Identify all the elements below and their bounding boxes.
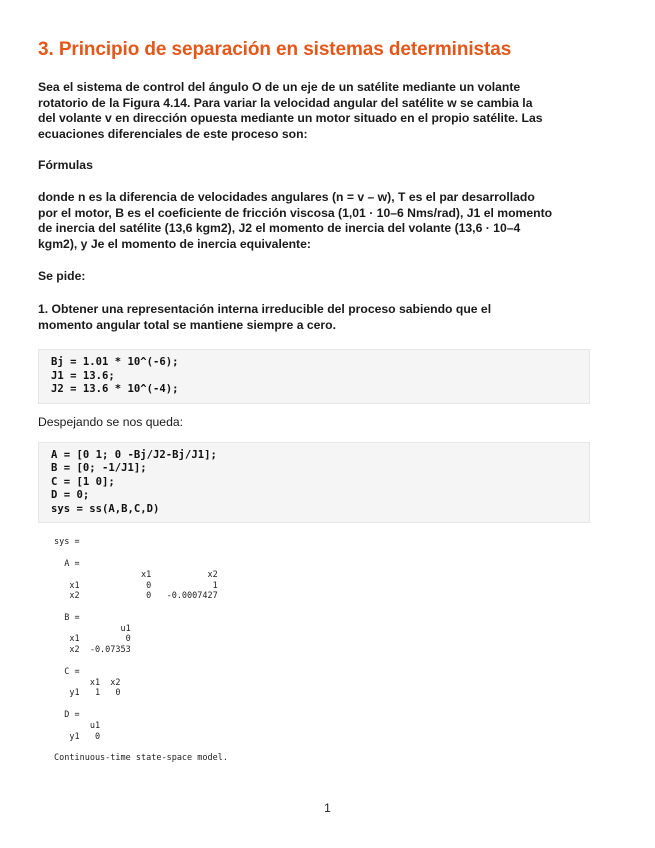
document-page: [38, 38, 594, 764]
page-number: 1: [324, 801, 331, 815]
intro-line: del volante v en dirección opuesta mediante un motor situado en el propio satélite. Las: [38, 111, 543, 126]
despejando-text: Despejando se nos queda:: [38, 414, 184, 429]
intro-line: rotatorio de la Figura 4.14. Para variar la velocidad angular del satélite w se cambia la: [38, 95, 533, 110]
section-title: 3. Principio de separación en sistemas deterministas: [38, 39, 512, 60]
se-pide-heading: Se pide:: [38, 269, 86, 284]
definitions-line: donde n es la diferencia de velocidades angulares (n = v – w), T es el par desarrollado: [38, 189, 535, 204]
intro-line: Sea el sistema de control del ángulo O de un eje de un satélite mediante un volante: [38, 80, 521, 94]
code-block-state-space: A = [0 1; 0 -Bj/J2-Bj/J1]; B = [0; -1/J1]; C = [1 0]; D = 0; sys = ss(A,B,C,D): [38, 442, 590, 524]
question-line: 1. Obtener una representación interna irreducible del proceso sabiendo que el: [38, 301, 492, 316]
intro-line: ecuaciones diferenciales de este proceso son:: [38, 126, 308, 141]
question-line: momento angular total se mantiene siempre a cero.: [38, 317, 337, 332]
definitions-line: kgm2), y Je el momento de inercia equivalente:: [38, 236, 311, 251]
code-block-parameters: Bj = 1.01 * 10^(-6); J1 = 13.6; J2 = 13.6 * 10^(-4);: [38, 349, 590, 404]
definitions-paragraph: [38, 190, 594, 252]
intro-paragraph: [38, 80, 594, 142]
definitions-line: por el motor, B es el coeficiente de fricción viscosa (1,01 · 10–6 Nms/rad), J1 el momento: [38, 205, 553, 220]
definitions-line: de inercia del satélite (13,6 kgm2), J2 el momento de inercia del volante (13,6 · 10–4: [38, 221, 521, 236]
formulas-heading: Fórmulas: [38, 158, 93, 173]
command-output: sys = A = x1 x2 x1 0 1 x2 0 -0.0007427 B = u1 x1 0 x2 -0.07353 C = x1 x2 y1 1 0 D = u1 y1 0 Continuous-time state-space model.: [54, 537, 228, 764]
question-1: [38, 302, 594, 333]
